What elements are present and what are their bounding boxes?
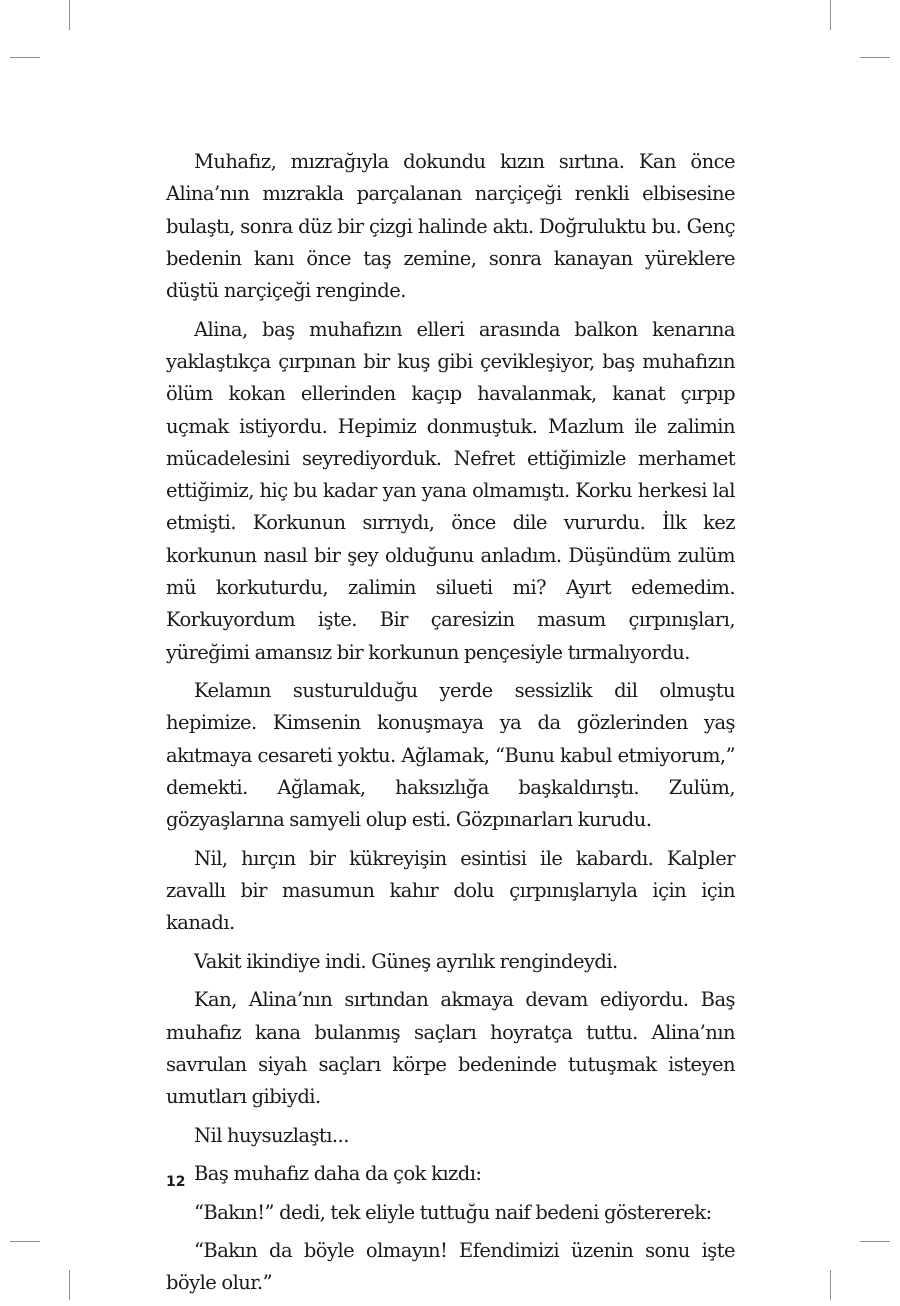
crop-mark-bottom-right-horizontal	[860, 1241, 890, 1242]
paragraph: Kelamın susturulduğu yerde sessizlik dil olmuştu hepimize. Kimsenin konuşmaya ya da gözlerinden yaş akıtmaya cesareti yoktu. Ağlamak, “Bunu kabul etmiyorum,” demekti. Ağlamak, haksızlığa başkaldırıştı. Zulüm, gözyaşlarına samyeli olup esti. Gözpınarları kurudu.	[166, 679, 735, 832]
crop-mark-top-right-vertical	[830, 0, 831, 30]
body-text	[166, 146, 735, 1306]
paragraph: “Bakın da böyle olmayın! Efendimizi üzenin sonu işte böyle olur.”	[166, 1239, 735, 1295]
crop-mark-bottom-left-horizontal	[10, 1241, 40, 1242]
crop-mark-bottom-left-vertical	[69, 1270, 70, 1300]
paragraph: Nil huysuzlaştı...	[194, 1123, 349, 1147]
crop-mark-bottom-right-vertical	[830, 1270, 831, 1300]
paragraph: Kan, Alina’nın sırtından akmaya devam ediyordu. Baş muhafız kana bulanmış saçları hoyratça tuttu. Alina’nın savrulan siyah saçları körpe bedeninde tutuşmak isteyen umutları gibiydi.	[166, 988, 735, 1109]
crop-mark-top-left-vertical	[69, 0, 70, 30]
paragraph: Muhafız, mızrağıyla dokundu kızın sırtına. Kan önce Alina’nın mızrakla parçalanan narçiçeği renkli elbisesine bulaştı, sonra düz bir çizgi halinde aktı. Doğruluktu bu. Genç bedenin kanı önce taş zemine, sonra kanayan yüreklere düştü narçiçeği renginde.	[166, 150, 735, 303]
crop-mark-top-right-horizontal	[860, 57, 890, 58]
paragraph: Baş muhafız daha da çok kızdı:	[194, 1162, 482, 1186]
paragraph: Alina, baş muhafızın elleri arasında balkon kenarına yaklaştıkça çırpınan bir kuş gibi çevikleşiyor, baş muhafızın ölüm kokan ellerinden kaçıp havalanmak, kanat çırpıp uçmak istiyordu. Hepimiz donmuştuk. Mazlum ile zalimin mücadelesini seyrediyorduk. Nefret ettiğimizle merhamet ettiğimiz, hiç bu kadar yan yana olmamıştı. Korku herkesi lal etmişti. Korkunun sırrıydı, önce dile vururdu. İlk kez korkunun nasıl bir şey olduğunu anladım. Düşündüm zulüm mü korkuturdu, zalimin silueti mi? Ayırt edemedim. Korkuyordum işte. Bir çaresizin masum çırpınışları, yüreğimi amansız bir korkunun pençesiyle tırmalıyordu.	[166, 317, 735, 664]
paragraph: Nil, hırçın bir kükreyişin esintisi ile kabardı. Kalpler zavallı bir masumun kahır dolu çırpınışlarıyla için için kanadı.	[166, 846, 735, 935]
paragraph: “Bakın!” dedi, tek eliyle tuttuğu naif bedeni göstererek:	[194, 1200, 712, 1224]
page-number: 12	[166, 1174, 186, 1190]
paragraph: Vakit ikindiye indi. Güneş ayrılık rengindeydi.	[194, 949, 618, 973]
crop-mark-top-left-horizontal	[10, 57, 40, 58]
